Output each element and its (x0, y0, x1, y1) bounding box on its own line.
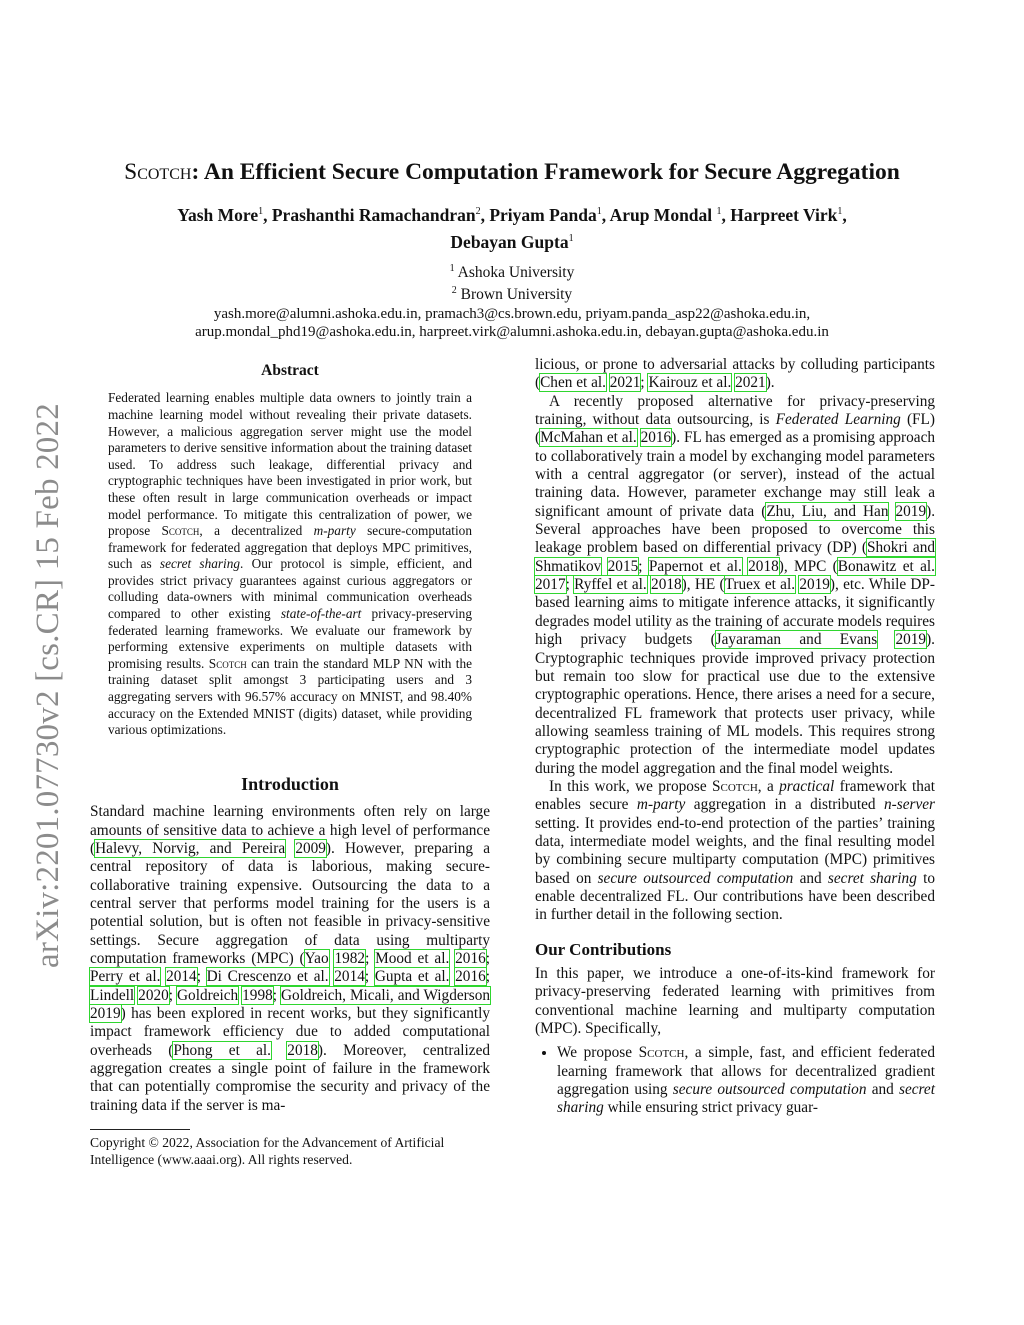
paper-title (90, 156, 934, 188)
citation-link[interactable]: Lindell (90, 986, 135, 1004)
author: Priyam Panda$^1$, (489, 204, 610, 225)
title-rest: : An Efficient Secure Computation Framework for Secure Aggregation (191, 159, 900, 185)
citation-link[interactable]: 2016 (455, 968, 486, 986)
right-column (535, 356, 935, 1118)
abstract-body: Federated learning enables multiple data owners to jointly train a machine learning model without revealing their private datasets. However, a malicious aggregation server might use the model parameters to derive sensitive information about the training dataset used. To address such leakage, differential privacy and cryptographic techniques have been investigated in prior work, but these often result in large communication overheads or impact model performance. To mitigate this centralization of power, we propose Scotch, a decentralized m-party secure-computation framework for federated aggregation that deploys MPC primitives, such as secret sharing. Our protocol is simple, efficient, and provides strict privacy guarantees against curious aggregators or colluding data-owners with minimal communication overheads compared to other existing state-of-the-art privacy-preserving federated learning frameworks. We evaluate our framework by performing extensive experiments on multiple datasets with promising results. Scotch can train the standard MLP NN with the training dataset split amongst 3 participating users and 3 aggregating servers with 96.57% accuracy on MNIST, and 98.40% accuracy on the Extended MNIST (digits) dataset, while providing various optimizations. (108, 390, 473, 738)
citation-link[interactable]: 2015 (607, 557, 639, 575)
copyright-footnote: Copyright © 2022, Association for the Advancement of Artificial Intelligence (www.aaai.org). All rights reserved. (90, 1135, 445, 1167)
author-list (90, 200, 934, 254)
citation-link[interactable]: 2019 (90, 1004, 121, 1022)
citation-link[interactable]: 1982 (334, 949, 366, 967)
citation-link[interactable]: Gupta et al. (374, 968, 450, 986)
citation-link[interactable]: Ryffel et al. (574, 576, 647, 594)
citation-link[interactable]: 2018 (651, 576, 682, 594)
citation-link[interactable]: 2017 (535, 576, 566, 594)
email-line: yash.more@alumni.ashoka.edu.in, pramach3@cs.brown.edu, priyam.panda_asp22@ashoka.edu.in, (213, 305, 811, 322)
citation-link[interactable]: Di Crescenzo et al. (206, 968, 329, 986)
citation-link[interactable]: Zhu, Liu, and Han (766, 502, 889, 520)
list-item: • We propose Scotch, a simple, fast, and efficient federated learning framework that allows for decentralized gradient aggregation using secure outsourced computation and secret sharing while ensuring strict privacy guar- (557, 1044, 935, 1117)
author: Yash More$^1$, (177, 204, 272, 225)
citation-link[interactable]: Kairouz et al. (648, 374, 732, 392)
citation-link[interactable]: 1998 (242, 986, 273, 1004)
citation-link[interactable]: 2018 (748, 557, 779, 575)
citation-link[interactable]: 2016 (455, 949, 486, 967)
citation-link[interactable]: Phong et al. (173, 1041, 271, 1059)
citation-link[interactable]: Papernot et al. (648, 557, 742, 575)
body-paragraph: In this work, we propose Scotch, a practical framework that enables secure m-party aggregation in a distributed n-server setting. It provides end-to-end protection of the parties’ training data, intermediate model weights, and the final resulting model by combining secure multiparty computation (MPC) primitives based on secure outsourced computation and secret sharing to enable decentralized FL. Our contributions have been described in further detail in the following section. (535, 777, 935, 924)
citation-link[interactable]: Halevy, Norvig, and Pereira (95, 839, 286, 857)
citation-link[interactable]: Jayaraman and Evans (715, 631, 878, 649)
abstract-heading: Abstract (261, 362, 319, 379)
email-line: arup.mondal_phd19@ashoka.edu.in, harpreet.virk@alumni.ashoka.edu.in, debayan.gupta@ashoka.edu.in (195, 324, 829, 341)
citation-link[interactable]: Mood et al. (375, 949, 450, 967)
citation-link[interactable]: 2009 (295, 839, 326, 857)
author: Harpreet Virk$^1$, (730, 204, 847, 225)
body-paragraph: In this paper, we introduce a one-of-its-kind framework for privacy-preserving federated learning with primitives from conventional machine learning and multiparty computation (MPC). Specifically, (535, 965, 935, 1038)
paper-header (90, 156, 934, 342)
arxiv-stamp: arXiv:2201.07730v2 [cs.CR] 15 Feb 2022 (30, 403, 66, 968)
citation-link[interactable]: Yao (304, 949, 329, 967)
contributions-heading: Our Contributions (535, 939, 672, 959)
citation-link[interactable]: Chen et al. (540, 374, 606, 392)
introduction-paragraph: Standard machine learning environments often rely on large amounts of sensitive data to achieve a high level of performance (Halevy, Norvig, and Pereira 2009). However, preparing a central repository of data is laborious, making secure-collaborative training expensive. Outsourcing the data to a central server that performs model training for the users is a potential solution, but is often not feasible in privacy-sensitive settings. Secure aggregation of data using multiparty computation frameworks (MPC) (Yao 1982; Mood et al. 2016; Perry et al. 2014; Di Crescenzo et al. 2014; Gupta et al. 2016; Lindell 2020; Goldreich 1998; Goldreich, Micali, and Wigderson 2019) has been explored in recent works, but they significantly impact framework efficiency due to added computational overheads (Phong et al. 2018). Moreover, centralized aggregation creates a single point of failure in the framework that can potentially compromise the security and privacy of the training data if the server is ma- (90, 803, 491, 1114)
author: Debayan Gupta$^1$ (450, 231, 574, 252)
citation-link[interactable]: Goldreich, Micali, and Wigderson (280, 986, 490, 1004)
body-paragraph: A recently proposed alternative for privacy-preserving training, without data outsourcing, is Federated Learning (FL) (McMahan et al. 2016). FL has emerged as a promising approach to collaboratively train a model by exchanging model parameters with a central aggregator (or server), instead of the actual training data. However, parameter exchange may still leak a significant amount of private data (Zhu, Liu, and Han 2019). Several approaches have been proposed to overcome this leakage problem based on differential privacy (DP) (Shokri and Shmatikov 2015; Papernot et al. 2018), MPC (Bonawitz et al. 2017; Ryffel et al. 2018), HE (Truex et al. 2019), etc. While DP-based learning aims to mitigate inference attacks, it significantly degrades model utility as the training of accurate models requires high privacy budgets (Jayaraman and Evans 2019). Cryptographic techniques provide improved privacy protection but remain too slow for practical use due to the extensive cryptographic operations. Hence, there arises a need for a secure, decentralized FL framework that protects user privacy, while allowing seamless training of ML models. This requires strong cryptographic protection of the intermediate model updates during the model aggregation and the final model weights. (535, 392, 936, 777)
citation-link[interactable]: 2019 (895, 502, 927, 520)
citation-link[interactable]: McMahan et al. (540, 429, 637, 447)
citation-link[interactable]: 2021 (735, 374, 766, 392)
left-column (90, 362, 490, 1168)
body-paragraph: licious, or prone to adversarial attacks by colluding participants (Chen et al. 2021; Kairouz et al. 2021). (535, 356, 935, 392)
citation-link[interactable]: 2016 (640, 429, 672, 447)
footnote-divider (90, 1129, 190, 1130)
citation-link[interactable]: Bonawitz et al. (837, 557, 935, 575)
affiliation: $^1$ Ashoka University (449, 262, 575, 281)
introduction-heading: Introduction (241, 773, 339, 794)
author: Prashanthi Ramachandran$^2$, (271, 204, 490, 225)
title-system-name: Scotch (124, 159, 192, 185)
citation-link[interactable]: 2019 (895, 631, 927, 649)
citation-link[interactable]: Goldreich (177, 986, 239, 1004)
citation-link[interactable]: 2018 (287, 1041, 318, 1059)
citation-link[interactable]: 2019 (799, 576, 830, 594)
citation-link[interactable]: Truex et al. (724, 576, 796, 594)
citation-link[interactable]: 2021 (609, 374, 641, 392)
author: Arup Mondal $^1$, (609, 204, 731, 225)
affiliation: $^2$ Brown University (451, 285, 573, 304)
citation-link[interactable]: 2014 (334, 968, 365, 986)
citation-link[interactable]: Shokri and Shmatikov (535, 539, 935, 575)
citation-link[interactable]: Perry et al. (90, 968, 161, 986)
citation-link[interactable]: 2014 (166, 968, 197, 986)
citation-link[interactable]: 2020 (138, 986, 169, 1004)
contribution-list (535, 1044, 935, 1117)
